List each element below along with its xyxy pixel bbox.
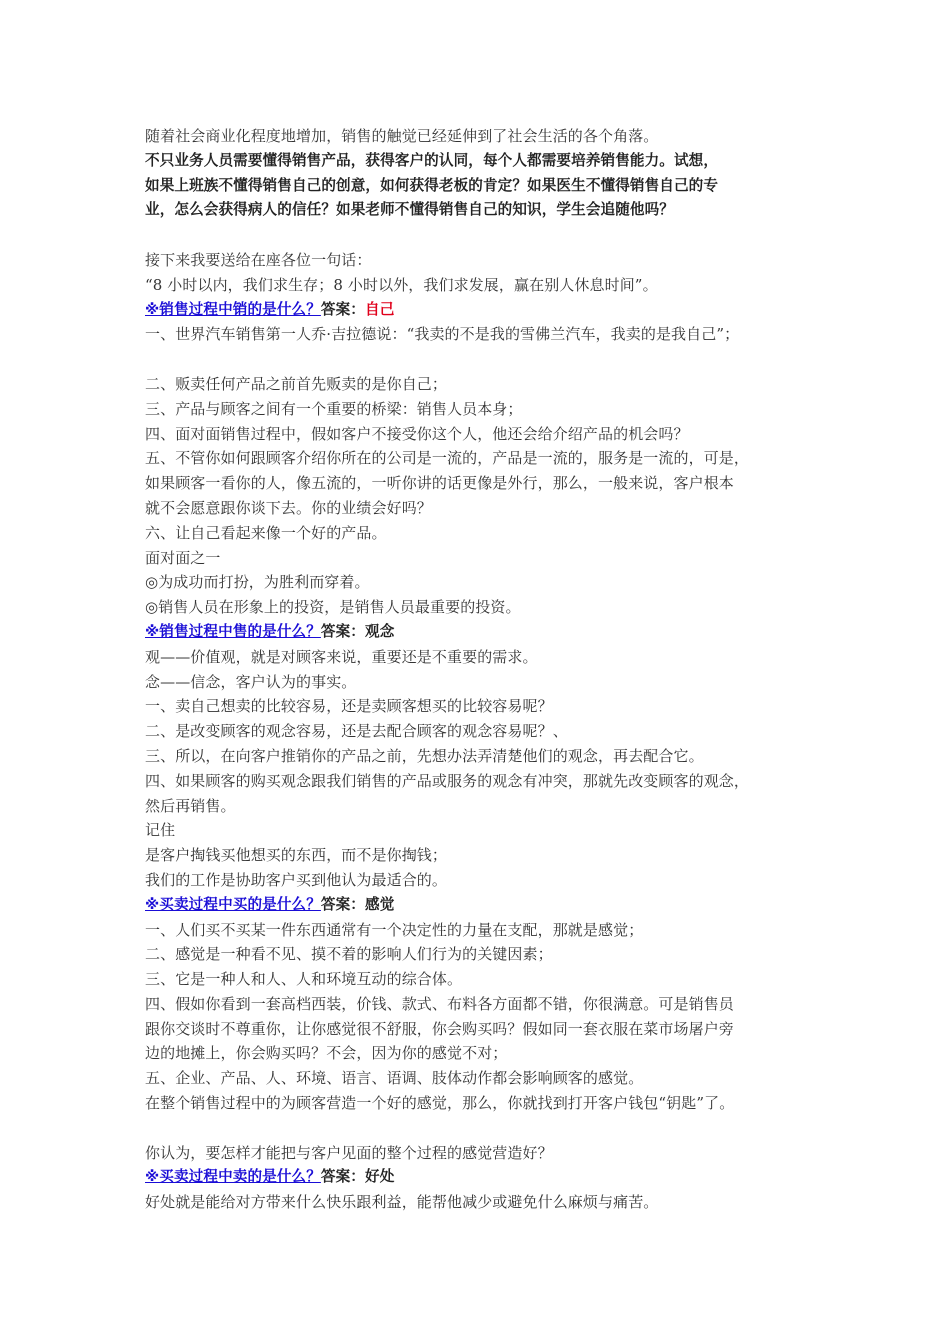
body-line: 三、产品与顾客之间有一个重要的桥梁：销售人员本身； xyxy=(145,399,523,418)
body-line: 我们的工作是协助客户买到他认为最适合的。 xyxy=(145,870,448,889)
body-line: 二、贩卖任何产品之前首先贩卖的是你自己； xyxy=(145,374,448,393)
answer-text: 感觉 xyxy=(365,895,395,913)
body-line: 念——信念，客户认为的事实。 xyxy=(145,672,357,691)
body-line: ◎为成功而打扮，为胜利而穿着。 xyxy=(145,573,370,592)
body-line: 三、它是一种人和人、人和环境互动的综合体。 xyxy=(145,970,463,989)
body-line: 你认为，要怎样才能把与客户见面的整个过程的感觉营造好？ xyxy=(145,1143,553,1162)
body-line: 在整个销售过程中的为顾客营造一个好的感觉，那么，你就找到打开客户钱包“钥匙”了。 xyxy=(145,1094,735,1113)
body-line: 五、不管你如何跟顾客介绍你所在的公司是一流的，产品是一流的，服务是一流的，可是， xyxy=(145,449,750,468)
answer-label: 答案： xyxy=(320,300,366,318)
body-line: 就不会愿意跟你谈下去。你的业绩会好吗？ xyxy=(145,498,432,517)
body-line: 三、所以，在向客户推销你的产品之前，先想办法弄清楚他们的观念，再去配合它。 xyxy=(145,746,704,765)
question-link[interactable]: ※买卖过程中卖的是什么？ xyxy=(145,1168,321,1186)
body-line: 四、面对面销售过程中，假如客户不接受你这个人，他还会给介绍产品的机会吗？ xyxy=(145,424,689,443)
answer-text: 观念 xyxy=(365,622,395,640)
body-line: 边的地摊上，你会购买吗？不会，因为你的感觉不对； xyxy=(145,1044,508,1063)
spacer xyxy=(145,223,815,248)
body-line: 二、感觉是一种看不见、摸不着的影响人们行为的关键因素； xyxy=(145,945,553,964)
question-link[interactable]: ※销售过程中售的是什么？ xyxy=(145,622,321,640)
document-body xyxy=(145,124,815,1215)
body-line: 一、卖自己想卖的比较容易，还是卖顾客想买的比较容易呢？ xyxy=(145,697,553,716)
body-line: 二、是改变顾客的观念容易，还是去配合顾客的观念容易呢？、 xyxy=(145,722,568,741)
body-line: 面对面之一 xyxy=(145,548,221,567)
body-line: ◎销售人员在形象上的投资，是销售人员最重要的投资。 xyxy=(145,598,521,617)
answer-label: 答案： xyxy=(320,895,366,913)
quote-line: “8 小时以内，我们求生存；8 小时以外，我们求发展，赢在别人休息时间”。 xyxy=(145,275,658,294)
answer-label: 答案： xyxy=(320,1168,366,1186)
intro-bold-line: 如果上班族不懂得销售自己的创意，如何获得老板的肯定？如果医生不懂得销售自己的专 xyxy=(145,176,719,194)
spacer xyxy=(145,347,815,372)
body-line: 跟你交谈时不尊重你，让你感觉很不舒服，你会购买吗？假如同一套衣服在菜市场屠户旁 xyxy=(145,1019,734,1038)
body-line: 五、企业、产品、人、环境、语言、语调、肢体动作都会影响顾客的感觉。 xyxy=(145,1069,644,1088)
body-line: 四、假如你看到一套高档西装，价钱、款式、布料各方面都不错，你很满意。可是销售员 xyxy=(145,994,734,1013)
body-line: 观——价值观，就是对顾客来说，重要还是不重要的需求。 xyxy=(145,647,538,666)
section-heading-2 xyxy=(145,620,815,645)
body-line: 如果顾客一看你的人，像五流的，一听你讲的话更像是外行，那么，一般来说，客户根本 xyxy=(145,474,734,493)
body-line: 六、让自己看起来像一个好的产品。 xyxy=(145,523,387,542)
body-line: 四、如果顾客的购买观念跟我们销售的产品或服务的观念有冲突，那就先改变顾客的观念， xyxy=(145,771,750,790)
body-line: 好处就是能给对方带来什么快乐跟利益，能帮他减少或避免什么麻烦与痛苦。 xyxy=(145,1193,659,1212)
question-link[interactable]: ※买卖过程中买的是什么？ xyxy=(145,895,321,913)
intro-line: 随着社会商业化程度地增加，销售的触觉已经延伸到了社会生活的各个角落。 xyxy=(145,127,659,145)
section-heading-1 xyxy=(145,298,815,323)
body-line: 记住 xyxy=(145,821,176,840)
body-line: 一、世界汽车销售第一人乔·吉拉德说：“我卖的不是我的雪佛兰汽车，我卖的是我自己”； xyxy=(145,325,740,344)
body-line: 一、人们买不买某一件东西通常有一个决定性的力量在支配，那就是感觉； xyxy=(145,920,644,939)
answer-label: 答案： xyxy=(320,622,366,640)
section-heading-4 xyxy=(145,1165,815,1190)
quote-line: 接下来我要送给在座各位一句话： xyxy=(145,250,372,269)
body-line: 是客户掏钱买他想买的东西，而不是你掏钱； xyxy=(145,846,448,865)
section-heading-3 xyxy=(145,893,815,918)
intro-bold-line: 不只业务人员需要懂得销售产品，获得客户的认同，每个人都需要培养销售能力。试想， xyxy=(145,151,719,169)
intro-bold-line: 业，怎么会获得病人的信任？如果老师不懂得销售自己的知识，学生会追随他吗？ xyxy=(145,201,674,219)
answer-text: 自己 xyxy=(365,300,395,318)
body-line: 然后再销售。 xyxy=(145,796,236,815)
question-link[interactable]: ※销售过程中销的是什么？ xyxy=(145,300,321,318)
spacer xyxy=(145,1116,815,1141)
answer-text: 好处 xyxy=(365,1168,395,1186)
